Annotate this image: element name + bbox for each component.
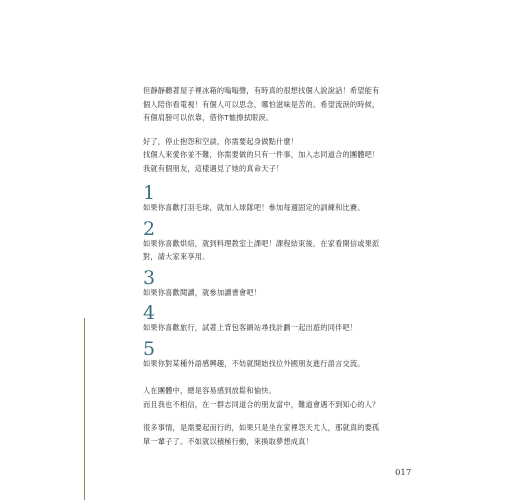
list-item [143, 266, 413, 300]
text-line: 而且我也不相信，在一群志同道合的朋友當中，難道會遇不到知心的人？ [143, 399, 380, 409]
item-number: 3 [143, 266, 156, 289]
item-number: 4 [143, 302, 156, 324]
list-item [143, 182, 413, 215]
final-paragraph [143, 421, 413, 448]
text-line: 我就有個朋友，這樣遇見了她的真命天子！ [143, 163, 284, 173]
body-text [143, 84, 413, 458]
text-line: 好了，停止抱怨和空談，你需要起身做點什麼！ [143, 136, 299, 146]
text-line: 個人陪你看電視！有個人可以思念，哪怕滋味是苦的。希望流淚的時候， [143, 99, 380, 109]
item-text: 如果你喜歡旅行，試著上背包客網站尋找計劃一起出遊的同伴吧！ [143, 323, 358, 332]
margin-rule [84, 318, 85, 500]
text-line: 找個人來愛你並不難，你需要做的只有一件事，加入志同道合的團體吧！ [143, 150, 380, 159]
text-line: 有個肩膀可以依靠，借你T恤擦拭眼淚。 [143, 113, 274, 122]
list-item [143, 337, 413, 371]
list-item [143, 302, 413, 335]
item-number: 2 [143, 217, 156, 240]
page-number: 017 [395, 468, 412, 478]
item-text: 如果你喜歡烘焙，就到料理教室上課吧！課程結束後，在家看開信或果派 [143, 238, 380, 248]
item-text: 如果你喜歡打羽毛球，就加入球隊吧！參加每週固定的訓練和比賽。 [143, 203, 365, 212]
item-number: 1 [143, 182, 156, 204]
item-text: 對，請大家來享用。 [143, 252, 210, 261]
intro-paragraph [143, 84, 413, 125]
item-number: 5 [143, 337, 156, 360]
closing-paragraph [143, 384, 413, 411]
item-text: 如果你喜歡閱讀，就參加讀書會吧！ [143, 287, 262, 297]
text-line: 但靜靜聽著屋子裡冰箱的嗡嗡聲，有時真的很想找個人說說話！希望能有 [143, 86, 380, 95]
text-line: 很多事情，是需要起而行的，如果只是坐在家裡怨天尤人，那就真的要孤 [143, 423, 380, 432]
item-text: 如果你對某種外語感興趣，不妨就開始找位外國朋友進行語言交流。 [143, 358, 365, 368]
text-line: 單一輩子了。不如就以積極行動，來換取夢想成真！ [143, 436, 313, 446]
call-to-action-paragraph [143, 135, 413, 176]
list-item [143, 217, 413, 264]
text-line: 人在團體中，總是容易感到放鬆和愉快。 [143, 386, 276, 395]
